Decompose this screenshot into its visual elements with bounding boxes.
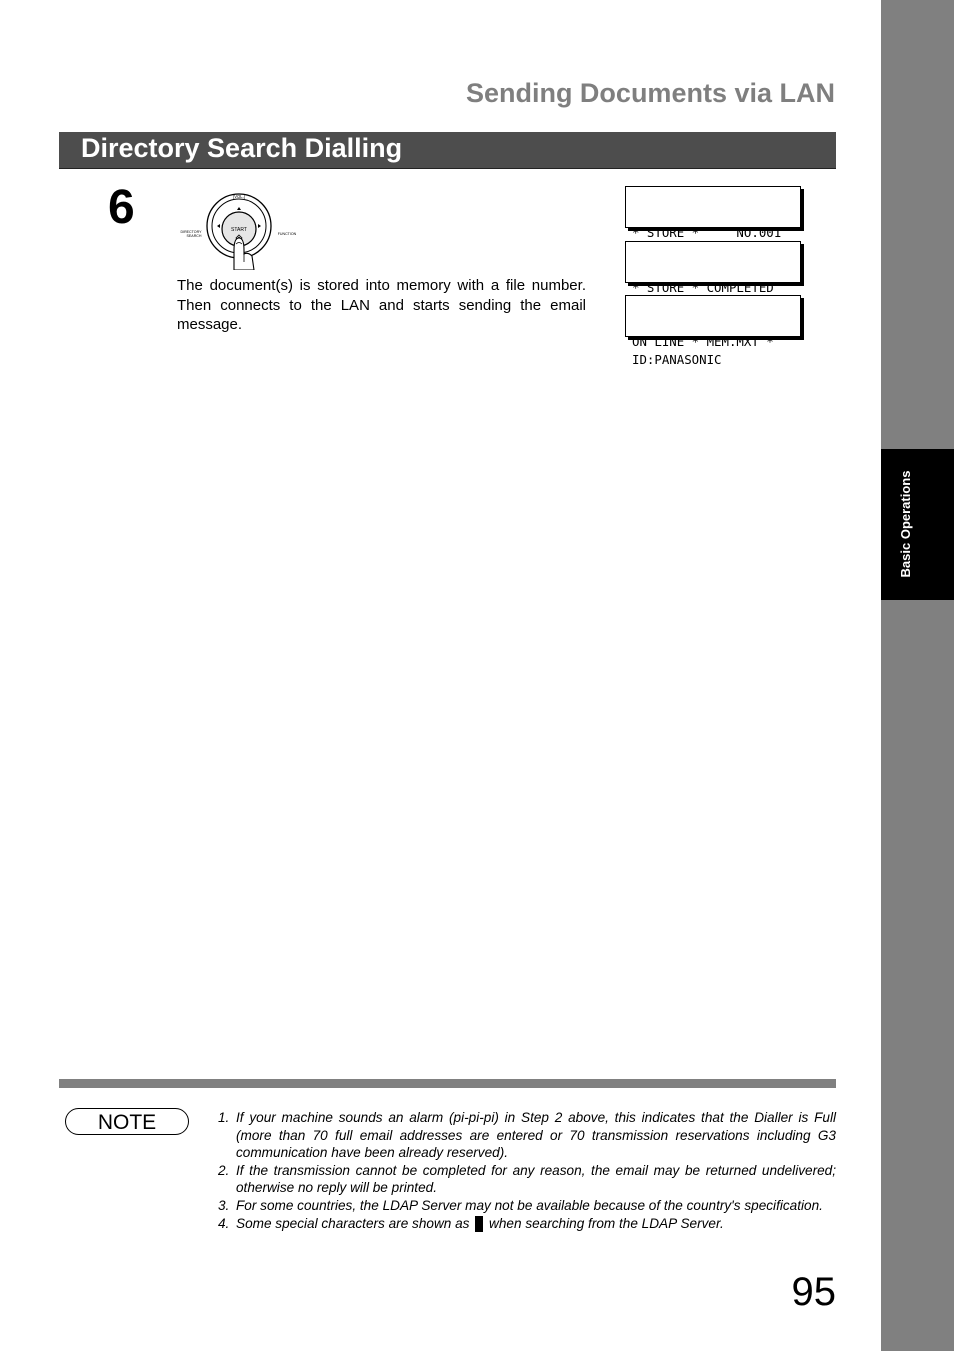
note-item bbox=[218, 1109, 836, 1162]
lcd-display-online bbox=[625, 295, 801, 367]
chapter-tab bbox=[881, 449, 954, 600]
note-item-text: If your machine sounds an alarm (pi-pi-pi) in Step 2 above, this indicates that the Dialler is Full (more than 70 full email addresses are entered or 70 transmission reservations including G3 communication have been already reserved). bbox=[236, 1110, 836, 1161]
lcd-display-store-progress bbox=[625, 186, 801, 240]
vol-key-label: [VOL.] bbox=[233, 194, 245, 199]
note-item bbox=[218, 1162, 836, 1197]
side-margin-bar bbox=[881, 0, 954, 1351]
lcd-display-store-completed bbox=[625, 241, 801, 295]
note-item-number: 1. bbox=[218, 1110, 230, 1125]
function-key-label: FUNCTION bbox=[277, 232, 297, 236]
note-item-number: 3. bbox=[218, 1197, 230, 1213]
note-item bbox=[218, 1215, 836, 1233]
note-item-text-before: Some special characters are shown as bbox=[236, 1215, 470, 1231]
note-list bbox=[218, 1109, 836, 1232]
directory-key-label: DIRECTORY bbox=[180, 230, 202, 234]
section-banner bbox=[59, 132, 836, 169]
note-item-text-after: when searching from the LDAP Server. bbox=[489, 1215, 724, 1231]
search-key-label: SEARCH bbox=[186, 234, 202, 238]
note-item bbox=[218, 1197, 836, 1215]
lcd-line: ID:PANASONIC bbox=[632, 351, 722, 367]
note-badge: NOTE bbox=[65, 1108, 189, 1135]
note-divider bbox=[59, 1079, 836, 1088]
section-title: Directory Search Dialling bbox=[81, 133, 403, 163]
keypad-illustration bbox=[176, 190, 302, 270]
start-key-label: START bbox=[231, 227, 247, 233]
step-description: The document(s) is stored into memory with a file number. Then connects to the LAN and starts sending the email message. bbox=[177, 277, 586, 333]
lcd-line: * STORE * NO.001 bbox=[632, 225, 782, 240]
note-item-number: 2. bbox=[218, 1162, 230, 1178]
page-header-title: Sending Documents via LAN bbox=[465, 78, 835, 108]
keypad-svg bbox=[176, 190, 302, 270]
note-item-text: If the transmission cannot be completed for any reason, the email may be returned undelivered; otherwise no reply will be printed. bbox=[236, 1162, 836, 1196]
note-item-text: For some countries, the LDAP Server may not be available because of the country's specification. bbox=[236, 1197, 823, 1213]
step-number: 6 bbox=[108, 181, 135, 234]
lcd-line: ON LINE * MEM.MXT * bbox=[632, 334, 774, 349]
lcd-line: * STORE * COMPLETED bbox=[632, 280, 774, 295]
chapter-tab-label: Basic Operations bbox=[898, 470, 913, 578]
note-item-number: 4. bbox=[218, 1215, 230, 1231]
special-char-block-icon bbox=[475, 1216, 483, 1232]
page-number: 95 bbox=[791, 1270, 836, 1314]
